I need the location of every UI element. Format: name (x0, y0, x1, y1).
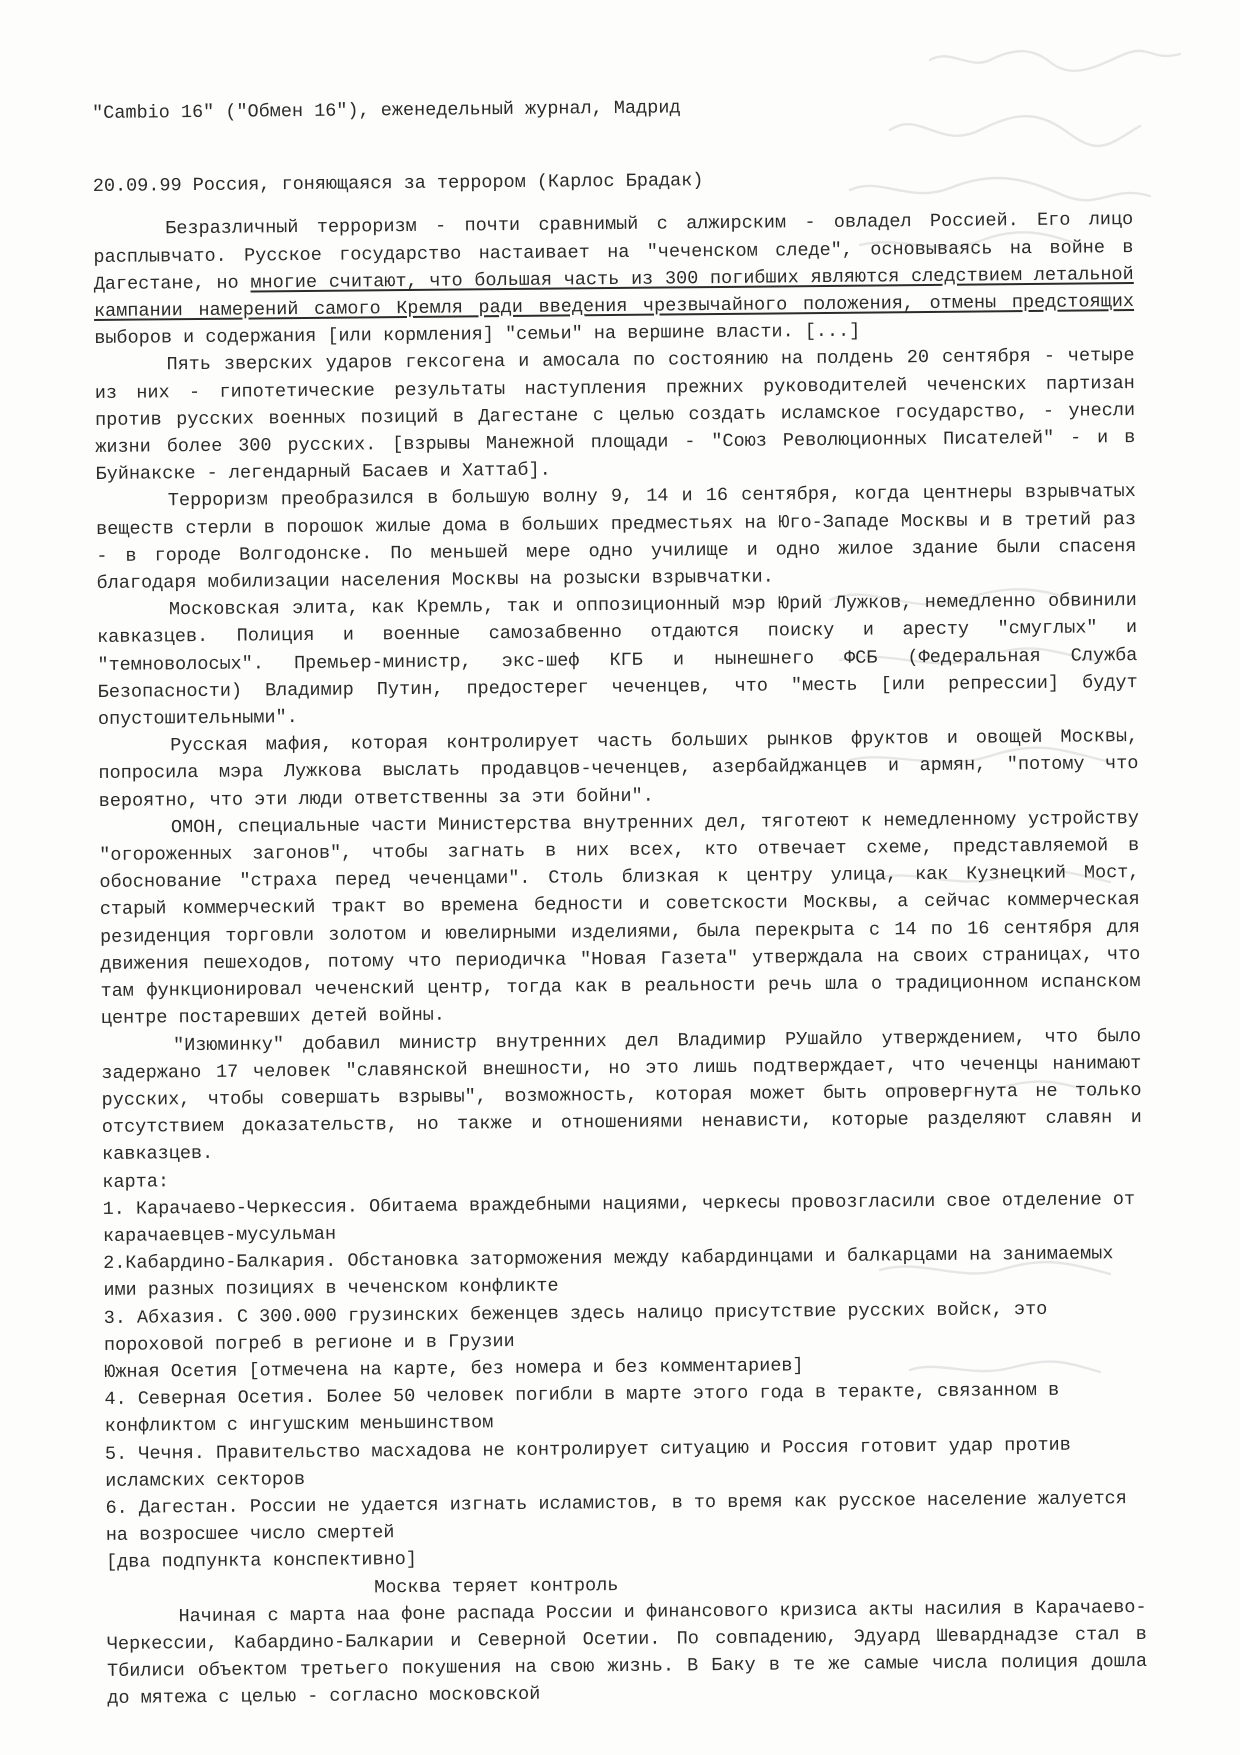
paragraph-6: ОМОН, специальные части Министерства внутренних дел, тяготеют к немедленному устройству "огороженных загонов", чтобы загнать в них всех, кто отвечает схеме, представляемой в обоснование "страха перед чеченцами". Столь близкая к центру улица, как Кузнецкий Мост, старый коммерческий тракт во времена бедности и советскости Москвы, а сейчас коммерческая резиденция торговли золотом и ювелирными изделиями, была перекрыта с 14 по 16 сентября для движения пешеходов, потому что периодичка "Новая Газета" утверждала на своих страницах, что там функционировал чеченский центр, тогда как в реальности речь шла о традиционном испанском центре постаревших детей войны. (99, 807, 1141, 1030)
underlined-passage: многие считают, что большая часть из 300 погибших являются следствием летальной кампании намерений самого Кремля ради введения чрезвычайного положения, отмены предстоящих (93, 263, 1135, 323)
map-item: [два подпункта конспективно] (105, 1549, 417, 1574)
article-title-line: 20.09.99 Россия, гоняющаяся за террором (Карлос Брадак) (92, 170, 704, 198)
map-item: 1. Карачаево-Черкессия. Обитаема враждебными нациями, черкесы провозгласили свое отделение от карачаевцев-мусульман (102, 1188, 1136, 1247)
paragraph-1-start: Безразличный терроризм - почти сравнимый с алжирским - овладел Россией. Его лицо расплывчато. Русское государство настаивает на "чеченском следе", основываясь на войне в Дагестане, но (93, 209, 1134, 295)
paragraph-4: Московская элита, как Кремль, так и оппозиционный мэр Юрий Лужков, немедленно обвинили кавказцев. Полиция и военные самозабвенно отдаются поиску и аресту "смуглых" и "темноволосых". Премьер-министр, экс-шеф КГБ и нынешнего ФСБ (Федеральная Служба Безопасности) Владимир Путин, предостерег чеченцев, что "месть [или репрессии] будут опустошительными". (97, 590, 1138, 731)
paragraph-1-end: выборов и содержания [или кормления] "семьи" на вершине власти. [...] (94, 320, 861, 350)
paragraph-8: Начиная с марта наа фоне распада России и финансового кризиса акты насилия в Карачаево-Черкессии, Кабардино-Балкарии и Северной Осетии. По совпадению, Эдуард Шеварднадзе стал в Тбилиси объектом третьего покушения на свою жизнь. В Баку в те же самые числа полиция дошла до мятежа с целью - согласно московской (106, 1596, 1148, 1710)
document-body (92, 90, 1147, 1712)
map-list (102, 1158, 1146, 1576)
subheading: Москва теряет контроль (374, 1574, 619, 1598)
paragraph-7: "Изюминку" добавил министр внутренних дел Владимир РУшайло утверждением, что было задержано 17 человек "славянской внешности, но это лишь подтверждает, что чеченцы нанимают русских, чтобы совершать взрывы", возможность, которая может быть опровергнута не только отсутствием доказательств, но также и отношениями ненависти, которые разделяют славян и кавказцев. (101, 1025, 1142, 1166)
source-line: "Cambio 16" ("Обмен 16"), еженедельный журнал, Мадрид (92, 97, 681, 124)
paragraph-2: Пять зверских ударов гексогена и амосала по состоянию на полдень 20 сентября - четыре из них - гипотетические результаты наступления прежних руководителей чеченских партизан против русских военных позиций в Дагестане с целью создать исламское государство, - унесли жизни более 300 русских. [взрывы Манежной площади - "Союз Революционных Писателей" - и в Буйнакске - легендарный Басаев и Хаттаб]. (94, 345, 1136, 486)
paragraph-1 (93, 206, 1134, 352)
map-item: 3. Абхазия. С 300.000 грузинских беженцев здесь налицо присутствие русских войск, это пороховой погреб в регионе и в Грузии (103, 1298, 1048, 1356)
map-item: Южная Осетия [отмечена на карте, без номера и без комментариев] (104, 1355, 804, 1383)
map-item: 4. Северная Осетия. Более 50 человек погибли в марте этого года в теракте, связанном в конфликтом с ингушским меньшинством (104, 1379, 1060, 1438)
paragraph-5: Русская мафия, которая контролирует часть больших рынков фруктов и овощей Москвы, попросила мэра Лужкова выслать продавцов-чеченцев, азербайджанцев и армян, "потому что вероятно, что эти люди ответственны за эти бойни". (98, 726, 1139, 812)
map-item: 2.Кабардино-Балкария. Обстановка заторможения между кабардинцами и балкарцами на занимаемых ими разных позициях в чеченском конфликте (103, 1243, 1114, 1302)
paragraph-3: Терроризм преобразился в большую волну 9, 14 и 16 сентября, когда центнеры взрывчатых веществ стерли в порошок жилые дома в больших предместьях на Юго-Западе Москвы и в третий раз - в городе Волгодонске. По меньшей мере одно училище и одно жилое здание были спасеня благодаря мобилизации населения Москвы на розыски взрывчатки. (96, 481, 1137, 595)
map-item: 5. Чечня. Правительство масхадова не контролирует ситуацию и Россия готовит удар против исламских секторов (104, 1434, 1071, 1492)
map-item: 6. Дагестан. России не удается изгнать исламистов, в то время как русское население жалуется на возросшее число смертей (105, 1488, 1127, 1547)
map-label: карта: (102, 1170, 170, 1193)
